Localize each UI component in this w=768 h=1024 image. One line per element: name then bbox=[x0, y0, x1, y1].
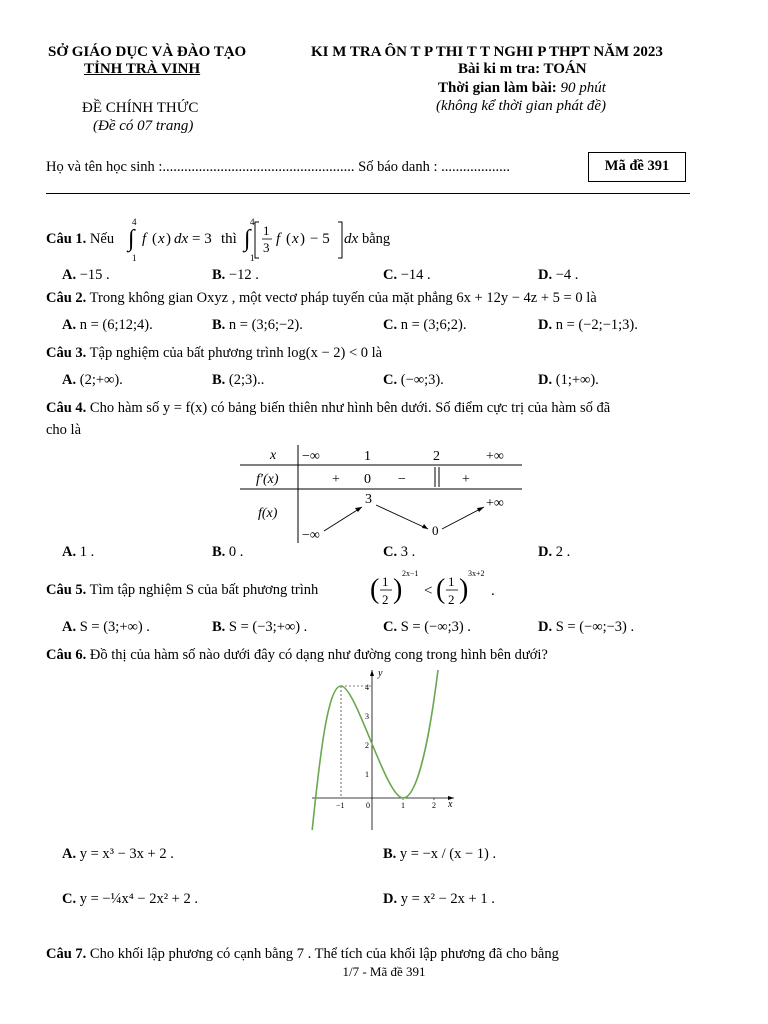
option-letter: A. bbox=[62, 544, 77, 560]
q4-option-b[interactable] bbox=[212, 544, 243, 561]
option-text: y = x³ − 3x + 2 . bbox=[79, 846, 174, 862]
question-6 bbox=[46, 647, 548, 664]
q2-text: Trong không gian Oxyz , một vectơ pháp tuyến của mặt phẳng 6x + 12y − 4z + 5 = 0 là bbox=[89, 290, 597, 306]
svg-text:.: . bbox=[491, 583, 495, 599]
svg-text:4: 4 bbox=[250, 217, 255, 227]
svg-text:3: 3 bbox=[263, 240, 270, 255]
option-letter: D. bbox=[538, 544, 553, 560]
question-2 bbox=[46, 290, 597, 307]
svg-text:2: 2 bbox=[382, 592, 389, 607]
q4-label: Câu 4. bbox=[46, 400, 87, 416]
q5-text: Tìm tập nghiệm S của bất phương trình bbox=[89, 582, 319, 598]
q7-label: Câu 7. bbox=[46, 946, 87, 962]
page-count: (Đề có 07 trang) bbox=[93, 118, 194, 134]
q5-label: Câu 5. bbox=[46, 582, 87, 598]
option-text: (1;+∞). bbox=[555, 372, 599, 388]
exam-code-box: Mã đề 391 bbox=[588, 152, 686, 182]
option-text: n = (6;12;4). bbox=[79, 317, 153, 333]
vt-sign-3: + bbox=[462, 472, 470, 487]
svg-text:∫: ∫ bbox=[244, 226, 251, 252]
option-letter: D. bbox=[538, 317, 553, 333]
vt-x-label: x bbox=[270, 448, 277, 463]
q4-option-c[interactable] bbox=[383, 544, 415, 561]
q2-option-b[interactable] bbox=[212, 317, 303, 334]
graph-tick-y-2: 2 bbox=[365, 741, 369, 750]
student-info-line: Họ và tên học sinh :..................................................... Số báo danh : ................... bbox=[46, 159, 510, 175]
svg-text:2x−1: 2x−1 bbox=[402, 569, 419, 578]
q2-option-d[interactable] bbox=[538, 317, 638, 334]
option-text: n = (3;6;2). bbox=[400, 317, 467, 333]
option-letter: A. bbox=[62, 372, 77, 388]
option-letter: B. bbox=[212, 544, 226, 560]
svg-text:= 3: = 3 bbox=[192, 231, 212, 247]
svg-text:f: f bbox=[142, 231, 147, 247]
option-text: (2;3).. bbox=[228, 372, 265, 388]
option-text: 3 . bbox=[400, 544, 416, 560]
option-letter: B. bbox=[212, 267, 226, 283]
graph-tick-y-4: 4 bbox=[365, 683, 369, 692]
option-letter: A. bbox=[62, 619, 77, 635]
option-letter: B. bbox=[212, 317, 226, 333]
svg-text:dx: dx bbox=[174, 231, 189, 247]
q6-option-a[interactable] bbox=[62, 846, 174, 863]
q1-text-c: bằng bbox=[362, 231, 391, 247]
q2-option-a[interactable] bbox=[62, 317, 153, 334]
svg-text:(: ( bbox=[152, 231, 157, 247]
q6-text: Đồ thị của hàm số nào dưới đây có dạng như đường cong trong hình bên dưới? bbox=[89, 647, 548, 663]
q3-label: Câu 3. bbox=[46, 345, 87, 361]
q5-option-a[interactable] bbox=[62, 619, 150, 636]
option-letter: C. bbox=[62, 891, 77, 907]
svg-text:1: 1 bbox=[263, 223, 270, 238]
vt-x-0: −∞ bbox=[302, 449, 320, 464]
svg-text:(: ( bbox=[286, 231, 291, 247]
q5-formula bbox=[368, 566, 500, 612]
option-text: (−∞;3). bbox=[400, 372, 444, 388]
option-letter: C. bbox=[383, 267, 398, 283]
option-text: S = (−∞;−3) . bbox=[555, 619, 635, 635]
graph-tick-x-neg1: −1 bbox=[336, 801, 345, 810]
graph-tick-x-0: 0 bbox=[366, 801, 370, 810]
q3-option-c[interactable] bbox=[383, 372, 444, 389]
option-text: y = −¼x⁴ − 2x² + 2 . bbox=[79, 891, 198, 907]
svg-text:1: 1 bbox=[448, 574, 455, 589]
q1-option-c[interactable] bbox=[383, 267, 431, 284]
q3-option-d[interactable] bbox=[538, 372, 599, 389]
option-text: S = (−∞;3) . bbox=[400, 619, 471, 635]
q6-option-d[interactable] bbox=[383, 891, 495, 908]
q2-option-c[interactable] bbox=[383, 317, 467, 334]
svg-text:∫: ∫ bbox=[128, 226, 135, 252]
option-letter: A. bbox=[62, 846, 77, 862]
q1-option-b[interactable] bbox=[212, 267, 259, 284]
vt-f-label: f(x) bbox=[258, 506, 278, 521]
dept-line2: TỈNH TRÀ VINH bbox=[84, 61, 201, 77]
option-text: −4 . bbox=[555, 267, 579, 283]
graph-y-label: y bbox=[378, 668, 383, 679]
svg-text:): ) bbox=[300, 231, 305, 247]
option-letter: B. bbox=[383, 846, 397, 862]
q4-text-2: cho là bbox=[46, 422, 82, 438]
q4-option-d[interactable] bbox=[538, 544, 570, 561]
q5-option-d[interactable] bbox=[538, 619, 634, 636]
q3-option-b[interactable] bbox=[212, 372, 264, 389]
vt-sign-2: − bbox=[398, 472, 406, 487]
q3-option-a[interactable] bbox=[62, 372, 123, 389]
question-3 bbox=[46, 345, 382, 362]
dept-line1: SỞ GIÁO DỤC VÀ ĐÀO TẠO bbox=[48, 44, 247, 60]
svg-text:<: < bbox=[424, 583, 433, 599]
exam-time bbox=[438, 80, 606, 97]
graph-tick-y-3: 3 bbox=[365, 712, 369, 721]
option-letter: B. bbox=[212, 619, 226, 635]
question-1 bbox=[46, 231, 114, 248]
option-letter: B. bbox=[212, 372, 226, 388]
option-letter: A. bbox=[62, 317, 77, 333]
option-text: S = (3;+∞) . bbox=[79, 619, 150, 635]
graph-tick-y-1: 1 bbox=[365, 770, 369, 779]
graph-tick-x-2: 2 bbox=[432, 801, 436, 810]
q2-label: Câu 2. bbox=[46, 290, 87, 306]
q6-graph bbox=[308, 664, 458, 834]
option-text: −12 . bbox=[228, 267, 259, 283]
option-text: y = x² − 2x + 1 . bbox=[400, 891, 495, 907]
option-letter: C. bbox=[383, 372, 398, 388]
option-letter: C. bbox=[383, 619, 398, 635]
q1-label: Câu 1. bbox=[46, 231, 87, 247]
svg-text:): ) bbox=[166, 231, 171, 247]
svg-text:x: x bbox=[292, 231, 299, 247]
svg-text:1: 1 bbox=[250, 253, 255, 263]
q4-text: Cho hàm số y = f(x) có bảng biến thiên như hình bên dưới. Số điểm cực trị của hàm số đã bbox=[89, 400, 611, 416]
q4-option-a[interactable] bbox=[62, 544, 94, 561]
svg-text:(: ( bbox=[370, 574, 380, 605]
q7-text: Cho khối lập phương có cạnh bằng 7 . Thể tích của khối lập phương đã cho bằng bbox=[89, 946, 559, 962]
option-letter: C. bbox=[383, 544, 398, 560]
option-text: n = (−2;−1;3). bbox=[555, 317, 638, 333]
option-letter: D. bbox=[538, 267, 553, 283]
graph-curve bbox=[312, 670, 438, 830]
vt-sign-1: 0 bbox=[364, 472, 371, 487]
q6-option-b[interactable] bbox=[383, 846, 496, 863]
exam-title: KI M TRA ÔN T P THI T T NGHI P THPT NĂM 2023 bbox=[311, 44, 663, 60]
q3-text: Tập nghiệm của bất phương trình log(x − 2) < 0 là bbox=[89, 345, 383, 361]
vt-val-1: 3 bbox=[365, 492, 372, 507]
vt-val-3: +∞ bbox=[486, 496, 504, 511]
vt-fp-label: f′(x) bbox=[256, 472, 279, 487]
page-footer: 1/7 - Mã đề 391 bbox=[342, 964, 426, 979]
option-text: 2 . bbox=[555, 544, 571, 560]
official-label: ĐỀ CHÍNH THỨC bbox=[82, 100, 199, 116]
exam-subject: Bài ki m tra: TOÁN bbox=[458, 61, 587, 77]
graph-x-label: x bbox=[448, 799, 453, 810]
vt-x-3: +∞ bbox=[486, 449, 504, 464]
option-text: S = (−3;+∞) . bbox=[228, 619, 308, 635]
time-value: 90 phút bbox=[560, 80, 606, 96]
vt-sign-0: + bbox=[332, 472, 340, 487]
svg-text:): ) bbox=[459, 574, 469, 605]
option-text: (2;+∞). bbox=[79, 372, 123, 388]
variation-table bbox=[240, 445, 524, 543]
svg-text:(: ( bbox=[436, 574, 446, 605]
option-text: −14 . bbox=[400, 267, 431, 283]
vt-val-0: −∞ bbox=[302, 528, 320, 543]
svg-text:f: f bbox=[276, 231, 281, 247]
q6-option-c[interactable] bbox=[62, 891, 198, 908]
option-text: 1 . bbox=[79, 544, 95, 560]
graph-tick-x-1: 1 bbox=[401, 801, 405, 810]
svg-text:2: 2 bbox=[448, 592, 455, 607]
svg-text:dx: dx bbox=[344, 231, 359, 247]
q1-text-a: Nếu bbox=[89, 231, 115, 247]
option-letter: D. bbox=[538, 372, 553, 388]
svg-text:): ) bbox=[393, 574, 403, 605]
header-divider bbox=[46, 193, 690, 194]
svg-text:4: 4 bbox=[132, 217, 137, 227]
option-letter: A. bbox=[62, 267, 77, 283]
time-note: (không kể thời gian phát đề) bbox=[436, 98, 607, 114]
option-text: n = (3;6;−2). bbox=[228, 317, 303, 333]
q5-option-b[interactable] bbox=[212, 619, 307, 636]
option-text: 0 . bbox=[228, 544, 244, 560]
vt-val-2: 0 bbox=[432, 523, 439, 538]
svg-text:3x+2: 3x+2 bbox=[468, 569, 485, 578]
q1-option-a[interactable] bbox=[62, 267, 110, 284]
option-text: y = −x / (x − 1) . bbox=[399, 846, 497, 862]
time-label: Thời gian làm bài: bbox=[438, 80, 557, 96]
svg-text:thì: thì bbox=[221, 231, 237, 247]
q5-option-c[interactable] bbox=[383, 619, 471, 636]
svg-text:1: 1 bbox=[132, 253, 137, 263]
svg-text:x: x bbox=[158, 231, 165, 247]
svg-text:− 5: − 5 bbox=[310, 231, 330, 247]
question-4 bbox=[46, 400, 610, 417]
option-letter: D. bbox=[383, 891, 398, 907]
q6-label: Câu 6. bbox=[46, 647, 87, 663]
question-7 bbox=[46, 946, 559, 963]
vt-x-2: 2 bbox=[433, 449, 440, 464]
q1-option-d[interactable] bbox=[538, 267, 578, 284]
option-letter: C. bbox=[383, 317, 398, 333]
svg-text:1: 1 bbox=[382, 574, 389, 589]
option-letter: D. bbox=[538, 619, 553, 635]
option-text: −15 . bbox=[79, 267, 110, 283]
question-5 bbox=[46, 582, 318, 599]
vt-x-1: 1 bbox=[364, 449, 371, 464]
